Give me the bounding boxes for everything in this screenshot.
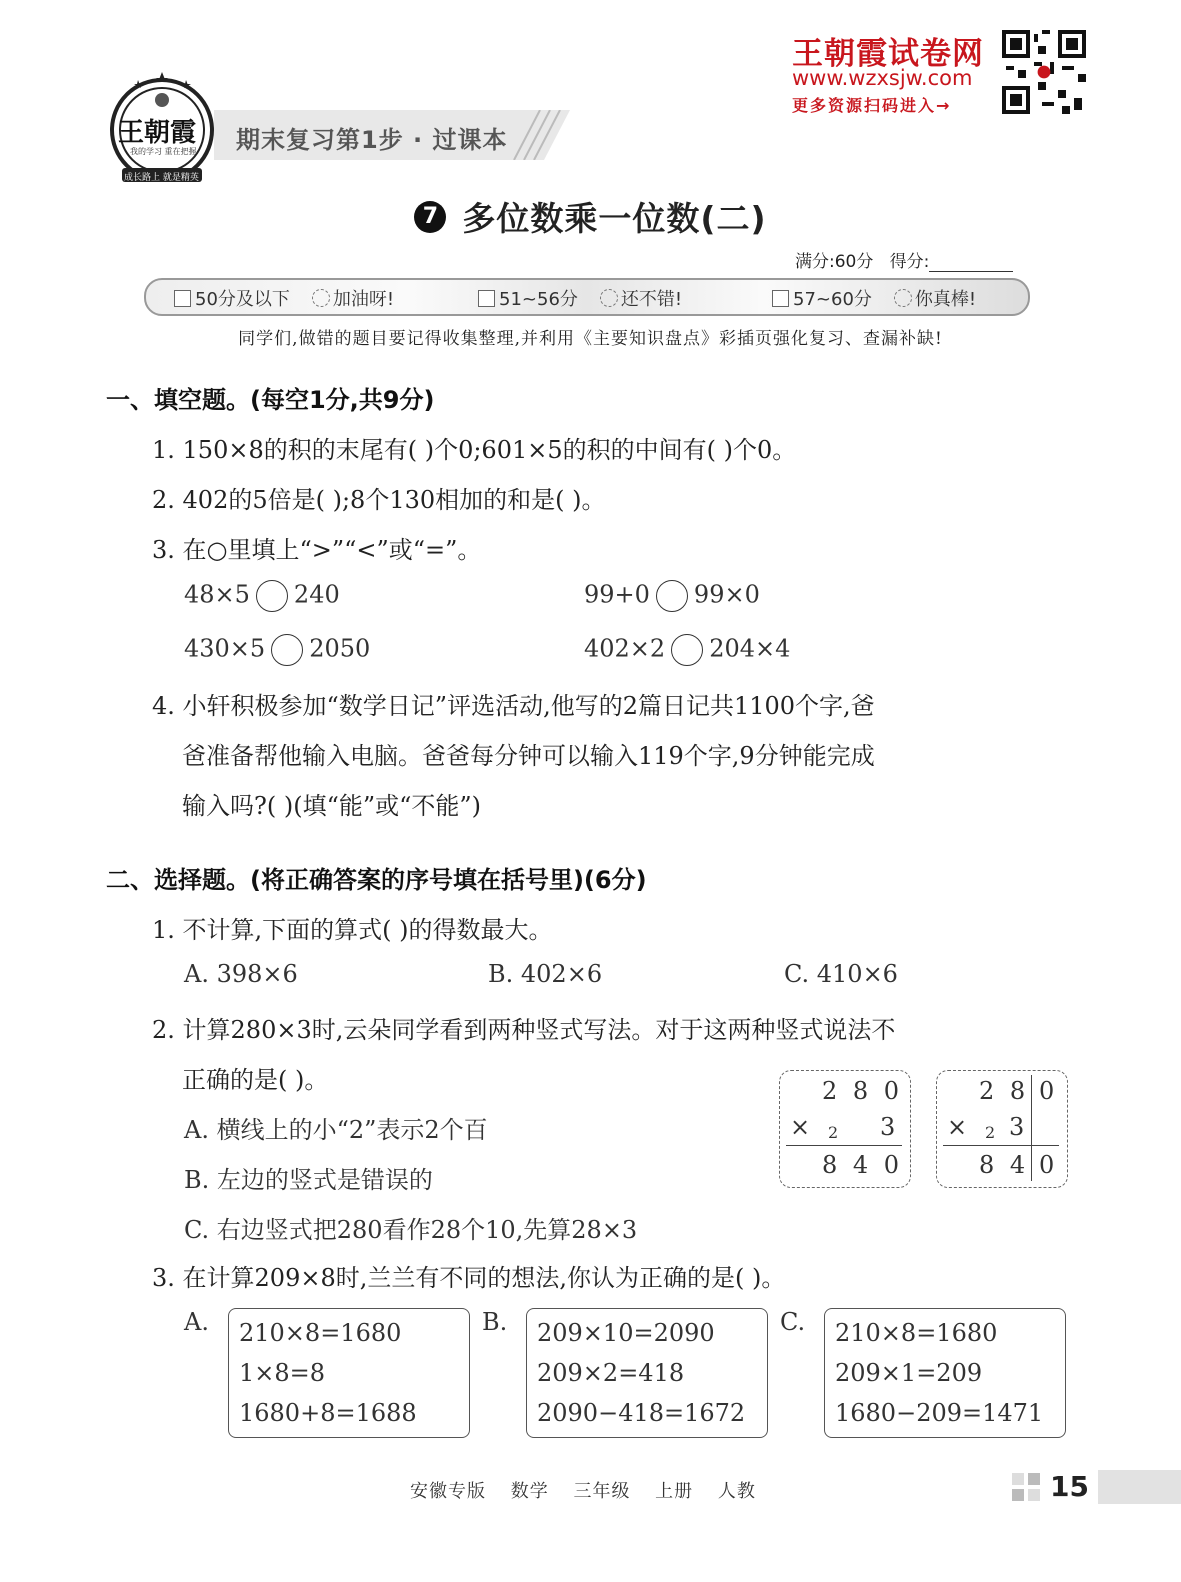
question-2-3: 3. 在计算209×8时,兰兰有不同的想法,你认为正确的是( )。 xyxy=(152,1264,786,1292)
option-2-2-c: C. 右边竖式把280看作28个10,先算28×3 xyxy=(184,1216,638,1244)
lesson-title xyxy=(0,193,1181,240)
cheer-emoji-icon xyxy=(312,289,330,307)
compare-circle[interactable] xyxy=(271,634,303,666)
site-scan-hint: 更多资源扫码进入→ xyxy=(792,96,952,115)
option-2-3-c-box xyxy=(824,1308,1066,1438)
question-2-2-line-1: 2. 计算280×3时,云朵同学看到两种竖式写法。对于这两种竖式说法不 xyxy=(152,1016,896,1044)
site-name: 王朝霞试卷网 xyxy=(792,36,984,72)
grade-checkbox-2[interactable] xyxy=(478,290,495,307)
option-2-3-b-box xyxy=(526,1308,768,1438)
compare-item-2 xyxy=(584,580,760,612)
question-1-4-line-2: 爸准备帮他输入电脑。爸爸每分钟可以输入119个字,9分钟能完成 xyxy=(182,742,875,770)
compare-circle[interactable] xyxy=(256,580,288,612)
question-1-4-line-1: 4. 小轩积极参加“数学日记”评选活动,他写的2篇日记共1100个字,爸 xyxy=(152,692,875,720)
calc-line-text: 210×8=1680 xyxy=(835,1319,998,1347)
section-1-title: 一、填空题。(每空1分,共9分) xyxy=(106,386,435,414)
compare-item-3 xyxy=(184,634,370,666)
option-2-1-b: B. 402×6 xyxy=(488,960,603,988)
compare-left: 48×5 xyxy=(184,580,250,609)
compare-circle[interactable] xyxy=(671,634,703,666)
calc-line-text: 210×8=1680 xyxy=(239,1319,402,1347)
option-2-2-b: B. 左边的竖式是错误的 xyxy=(184,1166,433,1194)
section-2-title: 二、选择题。(将正确答案的序号填在括号里)(6分) xyxy=(106,866,647,894)
compare-left: 402×2 xyxy=(584,634,666,663)
vertical-top-number: 2 8 0 xyxy=(822,1077,904,1105)
grade-range-3: 57~60分 xyxy=(793,289,872,310)
logo-bottom-text: 成长路上 就是精英 xyxy=(124,173,199,183)
vertical-result-zero: 0 xyxy=(1039,1151,1055,1179)
lesson-number-badge: 7 xyxy=(414,201,446,233)
score-blank[interactable] xyxy=(929,253,1013,272)
vertical-top-number: 2 8 xyxy=(979,1077,1030,1105)
compare-right: 204×4 xyxy=(709,634,791,663)
site-url[interactable]: www.wzxsjw.com xyxy=(792,66,973,90)
compare-item-1 xyxy=(184,580,340,612)
question-1-4-line-3: 输入吗?( )(填“能”或“不能”) xyxy=(182,792,482,820)
full-score: 满分:60分 xyxy=(795,252,874,272)
grade-bar xyxy=(144,278,1030,316)
question-2-1: 1. 不计算,下面的算式( )的得数最大。 xyxy=(152,916,553,944)
grade-comment-2: 还不错! xyxy=(620,289,683,310)
qr-code-icon[interactable] xyxy=(1002,30,1086,114)
calc-line-text: 1680−209=1471 xyxy=(835,1399,1044,1427)
grade-comment-3: 你真棒! xyxy=(914,289,977,310)
compare-right: 240 xyxy=(293,580,340,609)
option-2-3-c-label: C. xyxy=(780,1308,806,1336)
option-2-3-b-label: B. xyxy=(482,1308,508,1336)
option-2-1-c: C. 410×6 xyxy=(784,960,898,988)
calc-line xyxy=(943,1145,1059,1146)
grade-option-3 xyxy=(772,285,976,311)
calc-line-text: 209×2=418 xyxy=(537,1359,685,1387)
page-corner-decoration-icon xyxy=(1012,1473,1044,1505)
grade-checkbox-3[interactable] xyxy=(772,290,789,307)
calc-line xyxy=(786,1145,902,1146)
vertical-top-zero: 0 xyxy=(1039,1077,1055,1105)
grade-range-2: 51~56分 xyxy=(499,289,578,310)
question-1-1: 1. 150×8的积的末尾有( )个0;601×5的积的中间有( )个0。 xyxy=(152,436,797,464)
compare-right: 99×0 xyxy=(693,580,760,609)
compare-circle[interactable] xyxy=(656,580,688,612)
lesson-title-text: 多位数乘一位数(二) xyxy=(462,199,767,238)
compare-left: 99+0 xyxy=(584,580,650,609)
calc-line-text: 1680+8=1688 xyxy=(239,1399,417,1427)
multiplier-digit: 3 xyxy=(880,1113,896,1141)
vertical-calc-left xyxy=(779,1070,911,1188)
calc-line-text: 209×1=209 xyxy=(835,1359,983,1387)
multiplier-digit: 3 xyxy=(1009,1113,1025,1141)
vertical-result: 8 4 xyxy=(979,1151,1030,1179)
vertical-calc-right xyxy=(936,1070,1068,1188)
question-1-2: 2. 402的5倍是( );8个130相加的和是( )。 xyxy=(152,486,606,514)
smile-emoji-icon xyxy=(600,289,618,307)
option-2-2-a: A. 横线上的小“2”表示2个百 xyxy=(184,1116,488,1144)
compare-item-4 xyxy=(584,634,790,666)
multiply-sign: × xyxy=(790,1113,811,1141)
star-emoji-icon xyxy=(894,289,912,307)
option-2-1-a: A. 398×6 xyxy=(184,960,298,988)
calc-line-text: 2090−418=1672 xyxy=(537,1399,746,1427)
grade-option-2 xyxy=(478,285,682,311)
grade-comment-1: 加油呀! xyxy=(332,289,395,310)
logo-slogan: 我的学习 重在把握 xyxy=(130,147,197,156)
grade-checkbox-1[interactable] xyxy=(174,290,191,307)
logo-name: 王朝霞 xyxy=(118,118,197,148)
multiply-sign: × xyxy=(947,1113,968,1141)
step-banner-text: 期末复习第1步 · 过课本 xyxy=(236,126,508,154)
vertical-result: 8 4 0 xyxy=(822,1151,904,1179)
grade-range-1: 50分及以下 xyxy=(195,289,290,310)
carry-digit: 2 xyxy=(828,1123,839,1142)
calc-line-text: 1×8=8 xyxy=(239,1359,326,1387)
option-2-3-a-label: A. xyxy=(184,1308,209,1336)
carry-digit: 2 xyxy=(985,1123,996,1142)
notice-text: 同学们,做错的题目要记得收集整理,并利用《主要知识盘点》彩插页强化复习、查漏补缺! xyxy=(238,329,943,349)
option-2-3-a-box xyxy=(228,1308,470,1438)
page-number-bar xyxy=(1098,1470,1181,1504)
question-1-3: 3. 在○里填上“>”“<”或“=”。 xyxy=(152,536,482,564)
grade-option-1 xyxy=(174,285,394,311)
zero-separator-line xyxy=(1031,1075,1032,1181)
compare-left: 430×5 xyxy=(184,634,266,663)
calc-line-text: 209×10=2090 xyxy=(537,1319,715,1347)
score-line xyxy=(795,247,1013,272)
page-number: 15 xyxy=(1050,1470,1089,1503)
score-label: 得分: xyxy=(889,252,930,272)
compare-right: 2050 xyxy=(309,634,371,663)
footer-edition: 安徽专版 数学 三年级 上册 人教 xyxy=(410,1481,756,1502)
question-2-2-line-2: 正确的是( )。 xyxy=(182,1066,329,1094)
